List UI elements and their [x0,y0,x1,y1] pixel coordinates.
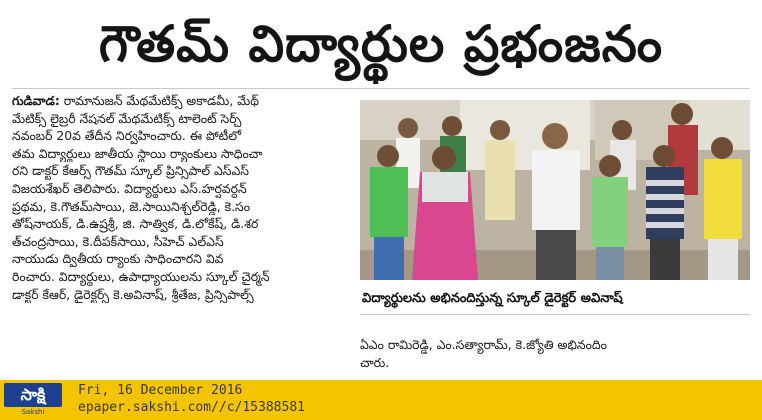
sakshi-logo[interactable] [4,383,62,417]
article-line: నాయుడు ద్వితీయ ర్యాంకు సాధించారని వివ [12,251,224,267]
dateline: గుడివాడ: [12,93,60,108]
article-line: డాక్టర్ కేఆర్, డైరెక్టర్స్ కె.అవినాష్, శ్రీతేజ, ప్రిన్సిపాల్స్ [12,286,254,302]
article-line: తోష్‌నాయక్, డి.ఉష్రశ్రీ, జి. సాత్విక, డి.లోకేష్, డి.శర [12,216,259,232]
epaper-link[interactable]: epaper.sakshi.com//c/15388581 [78,400,305,415]
headline-divider [12,88,750,89]
headline: గౌతమ్ విద్యార్థుల ప్రభంజనం [98,15,664,73]
article-continuation [360,336,750,372]
group-photo [360,100,750,280]
article-line: త్‌చంద్రసాయి, కె.దీపక్‌సాయి, సీహెచ్ ఎల్ఎస్ [12,233,224,249]
sakshi-logo-subtitle: Sakshi [21,408,45,416]
article-line: ఏఎం రామిరెడ్డి, ఎం.సత్యారామ్, కె.జ్యోతి అభినందిం [360,337,607,352]
article-line: తమ విద్యార్థులు జాతీయ స్థాయి ర్యాంకులు సాధించా [12,145,263,161]
article-line-text: రామానుజన్ మేథమేటిక్స్ అకాడమీ, మేథ్ [59,93,259,108]
article-line: మేటిక్స్ లైబ్రరీ నేషనల్ మేథమేటిక్స్ టాలెంట్ సెర్చ్ [12,110,242,126]
article-line: చారు. [360,355,390,370]
article-left-column [12,92,356,303]
photo-caption: విద్యార్థులను అభినందిస్తున్న స్కూల్ డైరెక్టర్ అవినాష్ [362,291,623,306]
group-photo-image [360,100,750,280]
article-line: నవంబర్ 20వ తేదీన నిర్వహించారు. ఈ పోటీలో [12,128,241,144]
epaper-footer [0,380,762,420]
sakshi-logo-wordmark: సాక్షి [4,383,62,407]
article-line: ప్రథమ, కె.గౌతమ్‌సాయి, జె.సాయినిశ్చల్‌రెడ్డి, కె.సం [12,198,251,214]
article-line: రించారు. విద్యార్థులు, ఉపాధ్యాయులను స్కూల్ చైర్మన్ [12,268,270,284]
article-line [12,92,356,110]
publication-date: Fri, 16 December 2016 [78,383,243,398]
article-line: విజయశేఖర్ తెలిపారు. విద్యార్థులు ఎస్.హర్షవర్ధన్ [12,180,247,196]
caption-divider [360,314,750,315]
article-line: రని డాక్టర్ కేఆర్స్ గౌతమ్ స్కూల్ ప్రిన్సిపాల్ ఎస్ఎస్ [12,163,250,179]
